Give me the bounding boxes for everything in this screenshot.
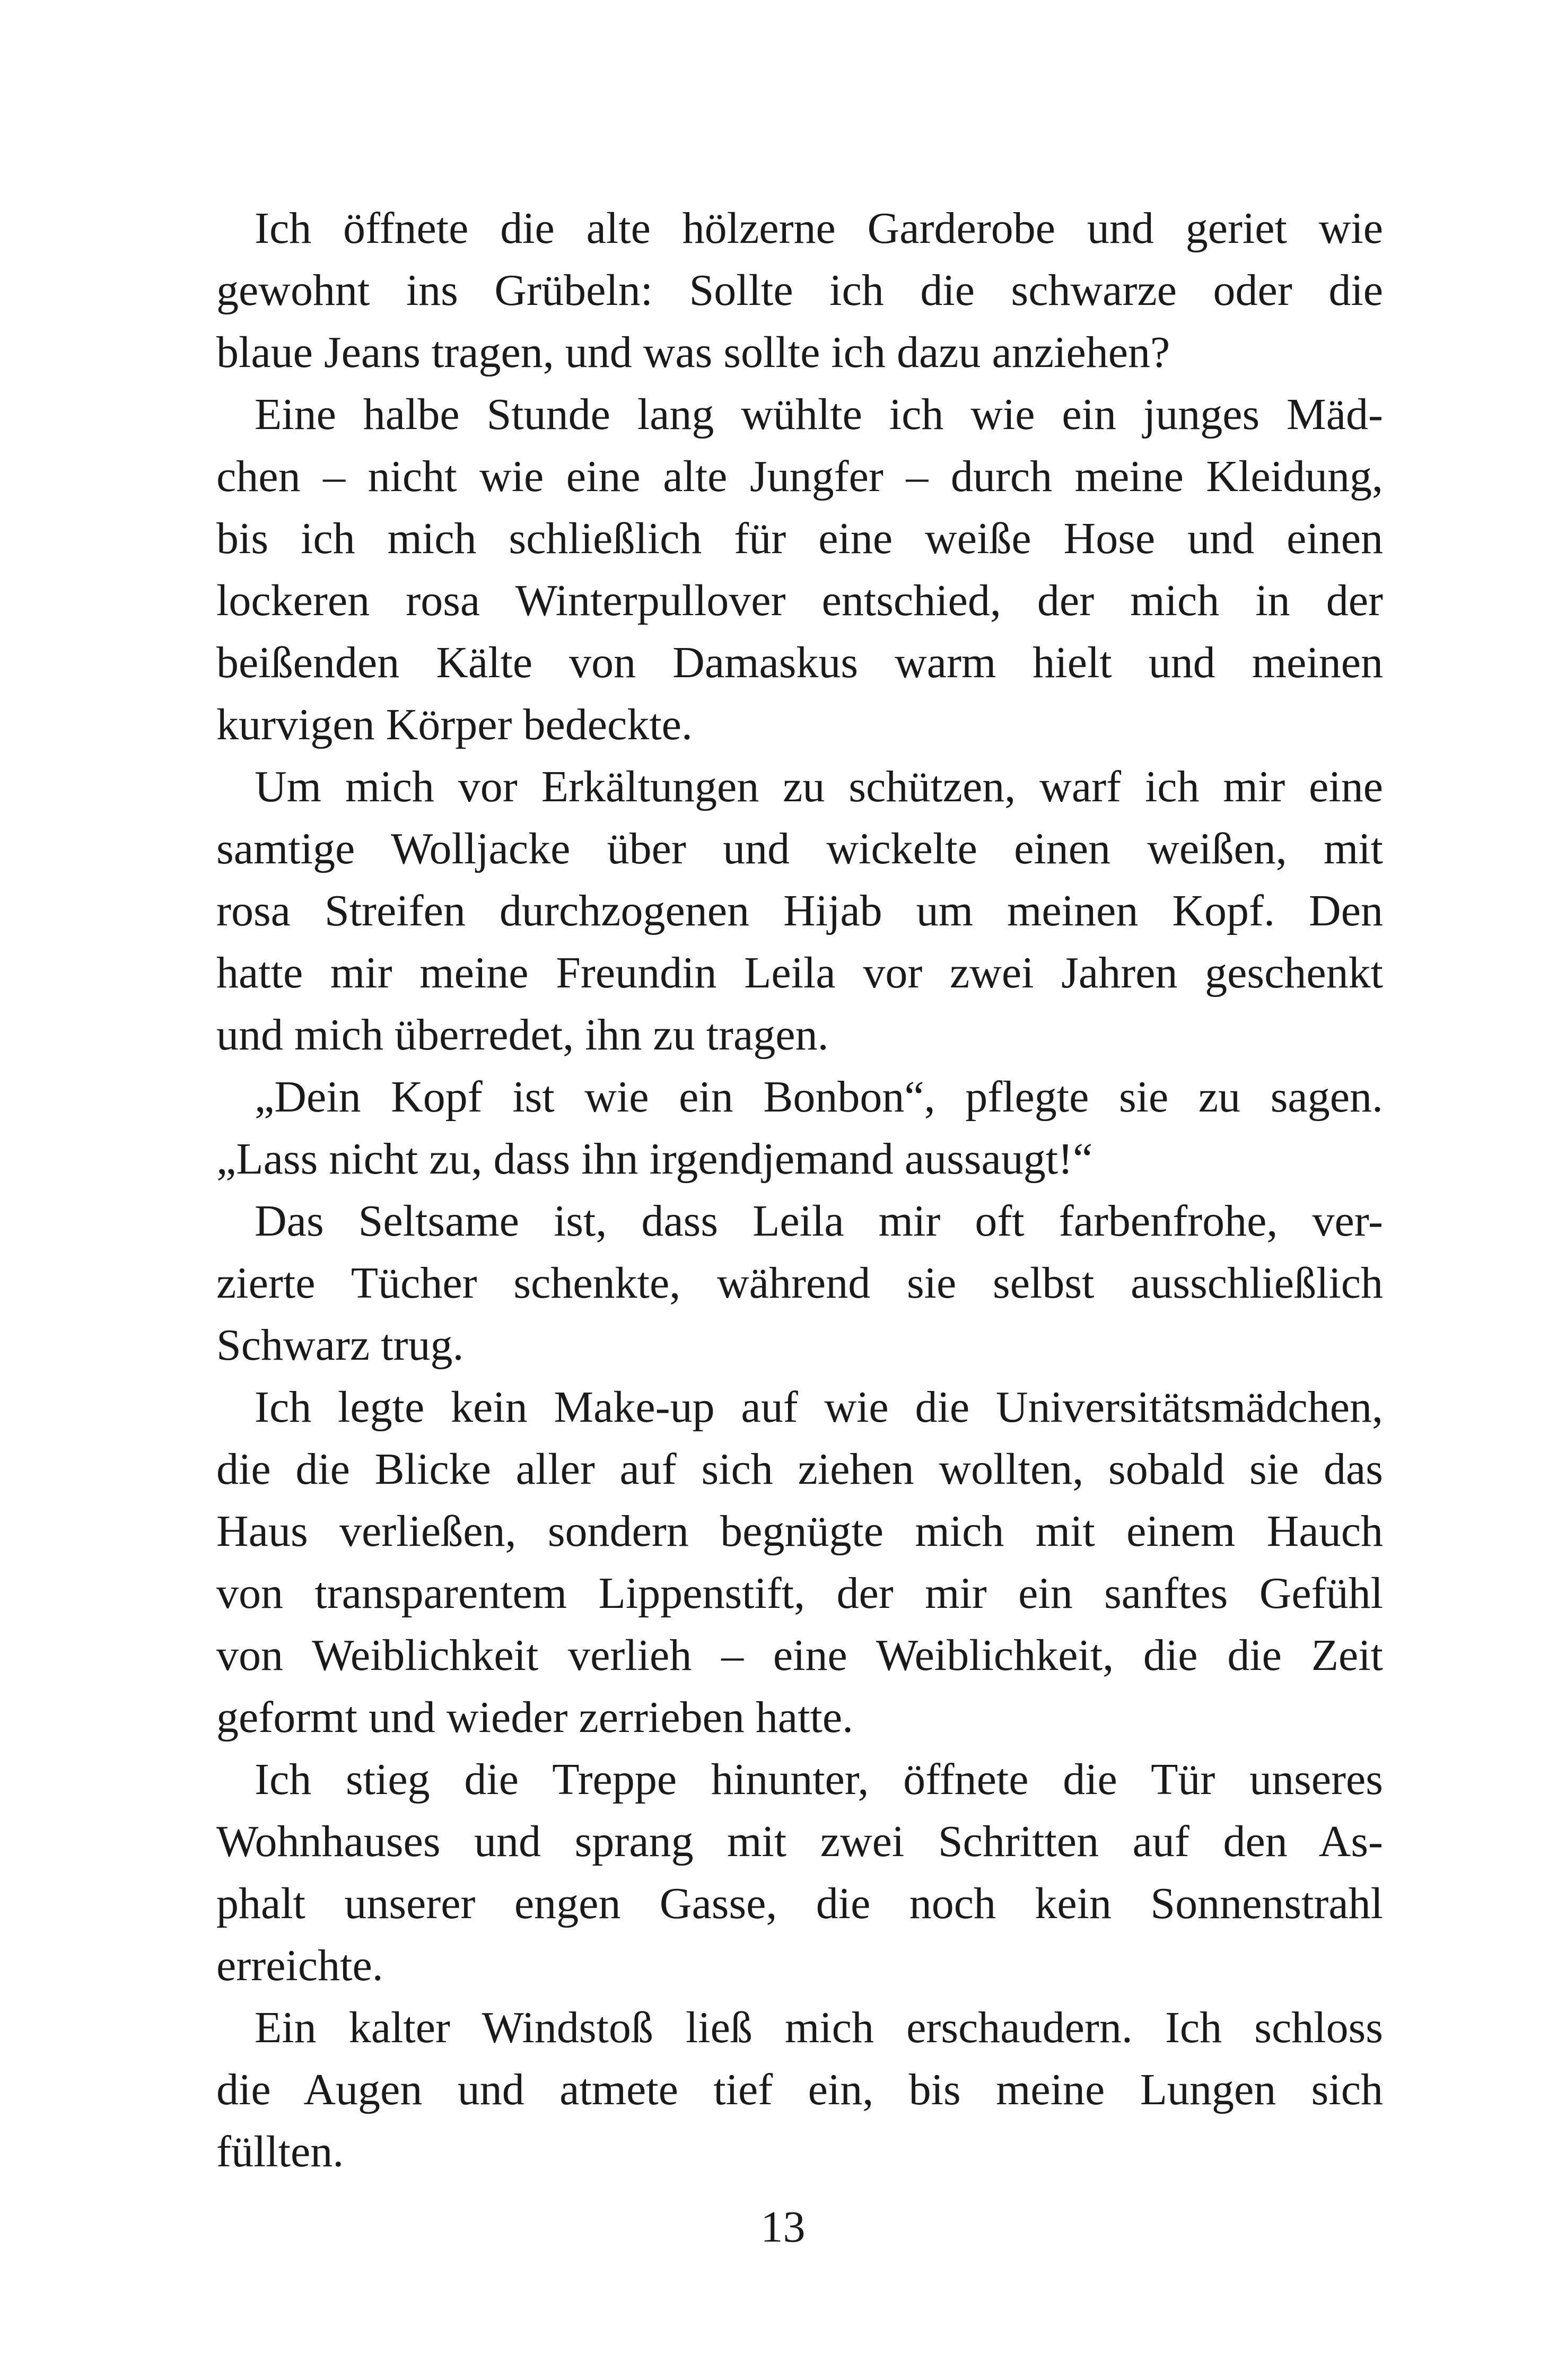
text-line: lockeren rosa Winterpullover entschied, der mich in der — [216, 576, 1383, 625]
text-line: „Lass nicht zu, dass ihn irgendjemand aussaugt!“ — [216, 1134, 1093, 1184]
text-line: Ich legte kein Make-up auf wie die Universitätsmädchen, — [255, 1382, 1383, 1432]
text-line: gewohnt ins Grübeln: Sollte ich die schwarze oder die — [216, 266, 1383, 315]
body-text — [216, 197, 1383, 2183]
page-number: 13 — [760, 2202, 806, 2252]
text-line: zierte Tücher schenkte, während sie selbst ausschließlich — [216, 1258, 1383, 1308]
text-line: Das Seltsame ist, dass Leila mir oft farbenfrohe, ver- — [255, 1196, 1383, 1246]
text-line: Eine halbe Stunde lang wühlte ich wie ein junges Mäd- — [255, 390, 1383, 439]
text-line: beißenden Kälte von Damaskus warm hielt und meinen — [216, 638, 1383, 687]
text-line: die Augen und atmete tief ein, bis meine Lungen sich — [216, 2065, 1383, 2114]
text-line: füllten. — [216, 2127, 344, 2176]
text-line: kurvigen Körper bedeckte. — [216, 700, 693, 749]
text-line: und mich überredet, ihn zu tragen. — [216, 1010, 829, 1060]
text-line: Wohnhauses und sprang mit zwei Schritten auf den As- — [216, 1817, 1383, 1866]
text-line: die die Blicke aller auf sich ziehen wollten, sobald sie das — [216, 1445, 1383, 1494]
text-line: erreichte. — [216, 1941, 383, 1990]
text-line: blaue Jeans tragen, und was sollte ich dazu anziehen? — [216, 328, 1170, 377]
text-line: von Weiblichkeit verlieh – eine Weiblichkeit, die die Zeit — [216, 1631, 1383, 1680]
text-line: von transparentem Lippenstift, der mir ein sanftes Gefühl — [216, 1569, 1383, 1618]
text-line: Ich öffnete die alte hölzerne Garderobe und geriet wie — [255, 204, 1383, 253]
text-line: bis ich mich schließlich für eine weiße Hose und einen — [216, 514, 1383, 563]
text-line: chen – nicht wie eine alte Jungfer – durch meine Kleidung, — [216, 452, 1383, 501]
text-line: „Dein Kopf ist wie ein Bonbon“, pflegte sie zu sagen. — [255, 1072, 1383, 1122]
text-line: Schwarz trug. — [216, 1320, 464, 1370]
text-line: Ich stieg die Treppe hinunter, öffnete die Tür unseres — [255, 1755, 1383, 1804]
text-line: hatte mir meine Freundin Leila vor zwei Jahren geschenkt — [216, 948, 1383, 998]
text-line: Haus verließen, sondern begnügte mich mit einem Hauch — [216, 1507, 1383, 1556]
text-line: samtige Wolljacke über und wickelte einen weißen, mit — [216, 824, 1383, 873]
text-line: rosa Streifen durchzogenen Hijab um meinen Kopf. Den — [216, 886, 1383, 935]
text-line: phalt unserer engen Gasse, die noch kein Sonnenstrahl — [216, 1879, 1383, 1928]
text-line: Ein kalter Windstoß ließ mich erschaudern. Ich schloss — [255, 2003, 1383, 2052]
text-line: geformt und wieder zerrieben hatte. — [216, 1693, 854, 1742]
text-line: Um mich vor Erkältungen zu schützen, warf ich mir eine — [255, 762, 1383, 811]
